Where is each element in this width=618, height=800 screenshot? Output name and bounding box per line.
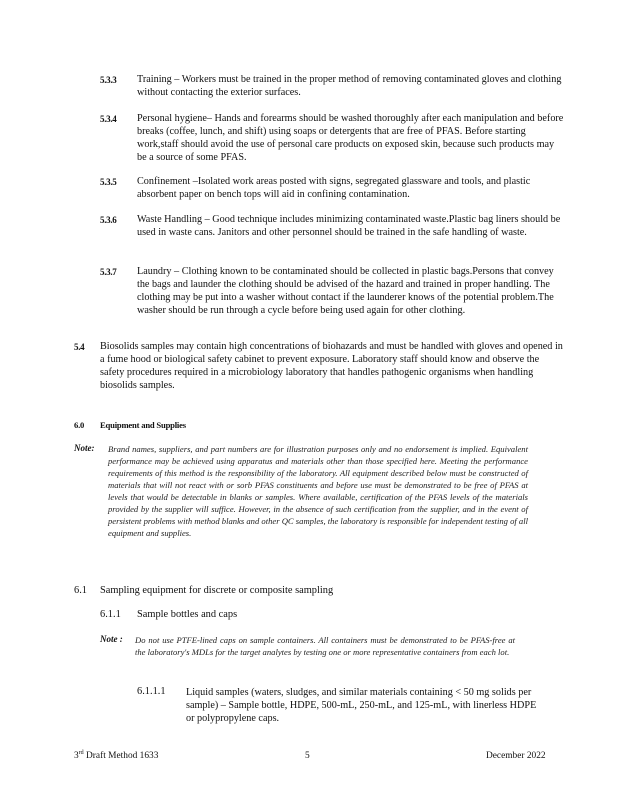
item-5-3-3-number: 5.3.3 xyxy=(100,75,117,85)
section-6-1-number: 6.1 xyxy=(74,585,87,596)
item-6-1-1-1-text: Liquid samples (waters, sludges, and similar materials containing < 50 mg solids per sample) – Sample bottle, HDPE, 500-mL, 250-mL, and 125-mL, with linerless HDPE or polypropylene caps. xyxy=(186,687,537,724)
footer-draft-number: 3 xyxy=(74,751,79,761)
item-5-3-5-number: 5.3.5 xyxy=(100,177,117,187)
item-5-3-6-number: 5.3.6 xyxy=(100,215,117,225)
section-6-0-title: Equipment and Supplies xyxy=(100,420,186,430)
item-5-3-4-text: Personal hygiene– Hands and forearms should be washed thoroughly after each manipulation and before breaks (coffee, lunch, and shift) using soaps or detergents that are free of PFAS. Before starting work,staff should avoid the use of personal care products on exposed skin, because such products may be a source of some PFAS. xyxy=(137,113,564,163)
item-5-3-6-text: Waste Handling – Good technique includes minimizing contaminated waste.Plastic bag liners should be used in waste cans. Janitors and other personnel should be trained in the safe handling of waste. xyxy=(137,214,561,238)
note-1-text: Brand names, suppliers, and part numbers are for illustration purposes only and no endorsement is implied. Equivalent performance may be achieved using apparatus and materials other than those specified here. Meeting the performance requirements of this method is the responsibility of the laboratory. All equipment described below must be constructed of materials that will not react with or sorb PFAS constituents and before use must be demonstrated to be free of PFAS at levels that would be detectable in blanks or samples. Where available, certification of the PFAS levels of the materials provided by the supplier will suffice. However, in the absence of such certification from the supplier, and in the event of persistent problems with method blanks and other QC samples, the laboratory is responsible for independent testing of all equipment and supplies. xyxy=(108,444,528,538)
section-6-1-1-title: Sample bottles and caps xyxy=(137,609,238,620)
item-6-1-1-1-number: 6.1.1.1 xyxy=(137,686,166,697)
note-2-text: Do not use PTFE-lined caps on sample containers. All containers must be demonstrated to be PFAS-free at the laboratory's MDLs for the target analytes by testing one or more representative containers from each lot. xyxy=(135,635,515,657)
footer-draft-label xyxy=(74,751,158,761)
footer-page-number: 5 xyxy=(305,751,310,761)
item-5-4-number: 5.4 xyxy=(74,342,85,352)
note-2-label: Note : xyxy=(100,634,123,644)
footer-date: December 2022 xyxy=(486,751,546,761)
item-5-3-3-text: Training – Workers must be trained in the proper method of removing contaminated gloves and clothing without contacting the exterior surfaces. xyxy=(137,74,562,98)
note-1-label: Note: xyxy=(74,443,95,453)
item-5-4-text: Biosolids samples may contain high concentrations of biohazards and must be handled with gloves and opened in a fume hood or biological safety cabinet to prevent exposure. Laboratory staff should know and observe the safety procedures required in a microbiology laboratory that handles pathogenic organisms when handling biosolids samples. xyxy=(100,341,563,391)
item-5-3-4-number: 5.3.4 xyxy=(100,114,117,124)
section-6-1-title: Sampling equipment for discrete or composite sampling xyxy=(100,585,334,596)
section-6-1-1-number: 6.1.1 xyxy=(100,609,121,620)
section-6-0-number: 6.0 xyxy=(74,420,85,430)
item-5-3-5-text: Confinement –Isolated work areas posted with signs, segregated glassware and tools, and plastic absorbent paper on bench tops will aid in confining contamination. xyxy=(137,176,531,200)
footer-draft-text: Draft Method 1633 xyxy=(83,751,159,761)
item-5-3-7-number: 5.3.7 xyxy=(100,267,117,277)
footer-draft-ordinal: rd xyxy=(78,749,84,756)
item-5-3-7-text: Laundry – Clothing known to be contaminated should be collected in plastic bags.Persons that convey the bags and launder the clothing should be advised of the hazard and trained in proper handling. The clothing may be put into a washer without contact if the launderer knows of the potential problem.The washer should be run through a cycle before being used again for other clothing. xyxy=(137,266,554,316)
